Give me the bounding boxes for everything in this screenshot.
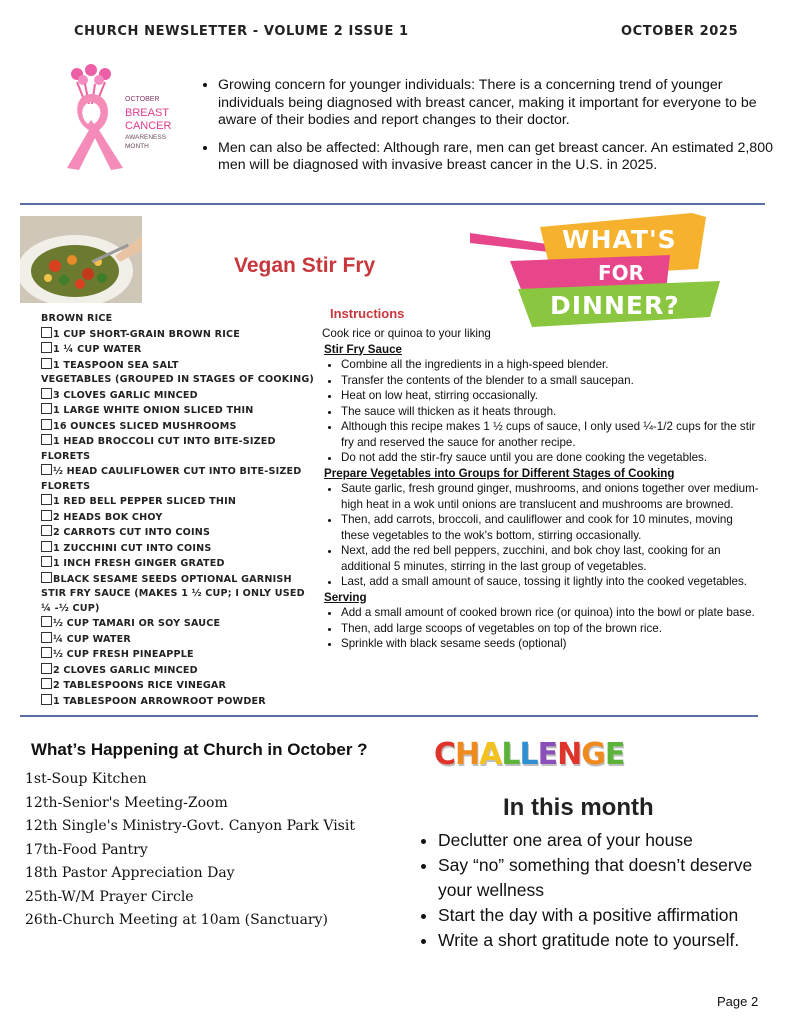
challenge-banner xyxy=(434,738,658,780)
event-item: 17th-Food Pantry xyxy=(25,841,148,858)
ingredient-item xyxy=(41,403,316,419)
instruction-step: • Saute garlic, fresh ground ginger, mushrooms, and onions together over medium-high heat in a wok until onions are translucent and mushrooms are browned. xyxy=(341,481,762,512)
ingredient-item xyxy=(41,434,316,464)
event-item: 26th-Church Meeting at 10am (Sanctuary) xyxy=(25,912,328,928)
ingredient-text: BROWN RICE xyxy=(41,313,113,324)
checkbox[interactable] xyxy=(41,556,52,567)
ingredient-item xyxy=(41,525,316,541)
event-item: 12th Single's Ministry-Govt. Canyon Park Visit xyxy=(25,818,355,834)
challenge-letter: C xyxy=(434,737,456,772)
ingredient-text: 1 RED BELL PEPPER SLICED THIN xyxy=(53,496,237,507)
challenge-letter: H xyxy=(455,737,480,772)
challenge-letter: L xyxy=(519,737,538,772)
checkbox[interactable] xyxy=(41,572,52,583)
challenge-banner-text xyxy=(434,738,658,772)
ingredient-text: ½ CUP FRESH PINEAPPLE xyxy=(53,649,194,660)
ingredient-item xyxy=(41,494,316,510)
whats-for-dinner-banner xyxy=(470,205,720,330)
checkbox[interactable] xyxy=(41,510,52,521)
banner-for: FOR xyxy=(598,261,645,285)
checkbox[interactable] xyxy=(41,388,52,399)
ingredient-group-heading xyxy=(41,587,316,616)
ingredient-list xyxy=(41,312,316,709)
instructions-heading: Instructions xyxy=(330,306,405,321)
ingredient-text: 1 ¼ CUP WATER xyxy=(53,344,142,355)
challenge-letter: E xyxy=(604,737,625,772)
challenge-item: • Write a short gratitude note to yourself. xyxy=(438,928,778,953)
ingredient-item xyxy=(41,572,316,588)
checkbox[interactable] xyxy=(41,434,52,445)
instruction-step: • Do not add the stir-fry sauce until you are done cooking the vegetables. xyxy=(341,450,762,466)
ingredient-group-heading xyxy=(41,373,316,388)
logo-month: OCTOBER xyxy=(125,96,160,103)
instruction-step: • Sprinkle with black sesame seeds (optional) xyxy=(341,636,762,652)
instructions-section-title: Serving xyxy=(324,590,367,604)
checkbox[interactable] xyxy=(41,647,52,658)
ingredient-text: ¼ CUP WATER xyxy=(53,633,131,645)
pink-ribbon-icon xyxy=(55,64,127,172)
ingredient-item xyxy=(41,342,316,358)
event-item: 1st-Soup Kitchen xyxy=(25,771,147,787)
ingredient-item xyxy=(41,464,316,494)
ingredient-item xyxy=(41,678,316,694)
instruction-step: • Heat on low heat, stirring occasionally. xyxy=(341,388,762,404)
newsletter-title: CHURCH NEWSLETTER - VOLUME 2 ISSUE 1 xyxy=(74,24,409,39)
event-item: 25th-W/M Prayer Circle xyxy=(25,888,194,905)
instruction-step: • Add a small amount of cooked brown rice (or quinoa) into the bowl or plate base. xyxy=(341,605,762,621)
ingredient-text: 2 TABLESPOONS RICE VINEGAR xyxy=(53,680,227,691)
instruction-step: • Although this recipe makes 1 ½ cups of sauce, I only used ¼-1/2 cups for the stir fry and reserved the sauce for another recipe. xyxy=(341,419,762,450)
instructions-step-list xyxy=(322,357,762,466)
ingredient-item xyxy=(41,541,316,557)
instructions-step-list xyxy=(322,605,762,652)
challenge-item: • Start the day with a positive affirmation xyxy=(438,903,778,928)
ingredient-item xyxy=(41,694,316,710)
checkbox[interactable] xyxy=(41,403,52,414)
page-number: Page 2 xyxy=(717,994,759,1009)
challenge-letter: L xyxy=(501,737,520,772)
instruction-step: • Combine all the ingredients in a high-speed blender. xyxy=(341,357,762,373)
instruction-step: • Then, add carrots, broccoli, and cauliflower and cook for 10 minutes, moving these vegetables to the wok's bottom, stirring occasionally. xyxy=(341,512,762,543)
checkbox[interactable] xyxy=(41,327,52,338)
challenge-item: • Declutter one area of your house xyxy=(438,828,778,853)
ingredient-text: 2 CLOVES GARLIC MINCED xyxy=(53,664,198,676)
ingredient-item xyxy=(41,556,316,572)
banner-whats: WHAT'S xyxy=(562,225,677,254)
checkbox[interactable] xyxy=(41,525,52,536)
challenge-title: In this month xyxy=(503,794,654,821)
ingredient-item xyxy=(41,616,316,632)
ingredient-text: 1 LARGE WHITE ONION SLICED THIN xyxy=(53,405,254,416)
ingredient-text: 2 HEADS BOK CHOY xyxy=(53,511,163,523)
ingredient-item xyxy=(41,388,316,404)
ingredient-text: 1 TABLESPOON ARROWROOT POWDER xyxy=(53,695,266,707)
checkbox[interactable] xyxy=(41,694,52,705)
challenge-letter: G xyxy=(581,737,605,772)
ingredient-item xyxy=(41,647,316,663)
ingredient-item xyxy=(41,327,316,343)
ingredient-text: BLACK SESAME SEEDS OPTIONAL GARNISH xyxy=(53,573,292,585)
ingredient-group-heading xyxy=(41,312,316,327)
checkbox[interactable] xyxy=(41,678,52,689)
checkbox[interactable] xyxy=(41,464,52,475)
instructions-step-list xyxy=(322,481,762,590)
checkbox[interactable] xyxy=(41,494,52,505)
ingredient-item xyxy=(41,663,316,679)
checkbox[interactable] xyxy=(41,616,52,627)
stir-fry-photo xyxy=(20,216,142,303)
instruction-step: • The sauce will thicken as it heats through. xyxy=(341,404,762,420)
events-list xyxy=(25,768,355,933)
ingredient-item xyxy=(41,419,316,435)
ingredient-text: STIR FRY SAUCE (MAKES 1 ½ CUP; I ONLY USED ¼ -½ CUP) xyxy=(41,588,305,614)
ingredient-text: 1 ZUCCHINI CUT INTO COINS xyxy=(53,542,212,554)
logo-breast: BREAST xyxy=(125,107,170,119)
ingredient-text: 1 INCH FRESH GINGER GRATED xyxy=(53,558,225,569)
section-divider xyxy=(20,715,758,717)
event-item: 12th-Senior's Meeting-Zoom xyxy=(25,794,228,811)
ingredient-item xyxy=(41,358,316,374)
ingredient-text: 1 HEAD BROCCOLI CUT INTO BITE-SIZED FLORETS xyxy=(41,436,276,462)
ingredient-text: 16 OUNCES SLICED MUSHROOMS xyxy=(53,420,237,432)
ingredient-text: 3 CLOVES GARLIC MINCED xyxy=(53,389,198,401)
checkbox[interactable] xyxy=(41,541,52,552)
challenge-item: • Say “no” something that doesn’t deserve your wellness xyxy=(438,853,778,903)
checkbox[interactable] xyxy=(41,663,52,674)
instructions-intro: Cook rice or quinoa to your liking xyxy=(322,327,491,340)
ingredient-text: ½ HEAD CAULIFLOWER CUT INTO BITE-SIZED FLORETS xyxy=(41,466,302,492)
events-heading: What’s Happening at Church in October ? xyxy=(31,740,368,759)
checkbox[interactable] xyxy=(41,342,52,353)
ingredient-item xyxy=(41,510,316,526)
newsletter-date: OCTOBER 2025 xyxy=(621,24,739,39)
challenge-letter: E xyxy=(537,737,558,772)
instructions-body xyxy=(322,326,762,652)
logo-cancer: CANCER xyxy=(125,120,172,132)
challenge-letter: N xyxy=(557,737,582,772)
instruction-step: • Then, add large scoops of vegetables on top of the brown rice. xyxy=(341,621,762,637)
challenge-letter: A xyxy=(479,737,502,772)
instructions-section-title: Prepare Vegetables into Groups for Different Stages of Cooking xyxy=(324,466,675,480)
banner-dinner: DINNER? xyxy=(550,291,680,320)
logo-awareness: AWARENESS xyxy=(125,134,167,141)
ingredient-text: 1 CUP SHORT-GRAIN BROWN RICE xyxy=(53,328,240,340)
ingredient-text: VEGETABLES (GROUPED IN STAGES OF COOKING) xyxy=(41,374,314,385)
awareness-bullet-list xyxy=(200,77,783,185)
recipe-title: Vegan Stir Fry xyxy=(234,254,376,277)
instruction-step: • Transfer the contents of the blender to a small saucepan. xyxy=(341,373,762,389)
awareness-bullet: • Men can also be affected: Although rare, men can get breast cancer. An estimated 2,800 men will be diagnosed with invasive breast cancer in the U.S. in 2025. xyxy=(218,140,783,175)
challenge-list xyxy=(420,828,778,953)
checkbox[interactable] xyxy=(41,419,52,430)
ingredient-text: ½ CUP TAMARI OR SOY SAUCE xyxy=(53,618,221,629)
checkbox[interactable] xyxy=(41,358,52,369)
ingredient-text: 1 TEASPOON SEA SALT xyxy=(53,359,179,371)
awareness-bullet: • Growing concern for younger individuals: There is a concerning trend of younger individuals being diagnosed with breast cancer, making it important for everyone to be aware of their bodies and report changes to their doctor. xyxy=(218,77,783,130)
instructions-section-title: Stir Fry Sauce xyxy=(324,342,402,356)
logo-awareness-month: MONTH xyxy=(125,143,149,150)
instruction-step: • Last, add a small amount of sauce, tossing it lightly into the cooked vegetables. xyxy=(341,574,762,590)
ingredient-text: 2 CARROTS CUT INTO COINS xyxy=(53,527,211,538)
event-item: 18th Pastor Appreciation Day xyxy=(25,865,235,881)
instruction-step: • Next, add the red bell peppers, zucchini, and bok choy last, cooking for an additional 5 minutes, stirring in the last group of vegetables. xyxy=(341,543,762,574)
checkbox[interactable] xyxy=(41,632,52,643)
awareness-logo xyxy=(55,64,185,172)
ingredient-item xyxy=(41,632,316,648)
